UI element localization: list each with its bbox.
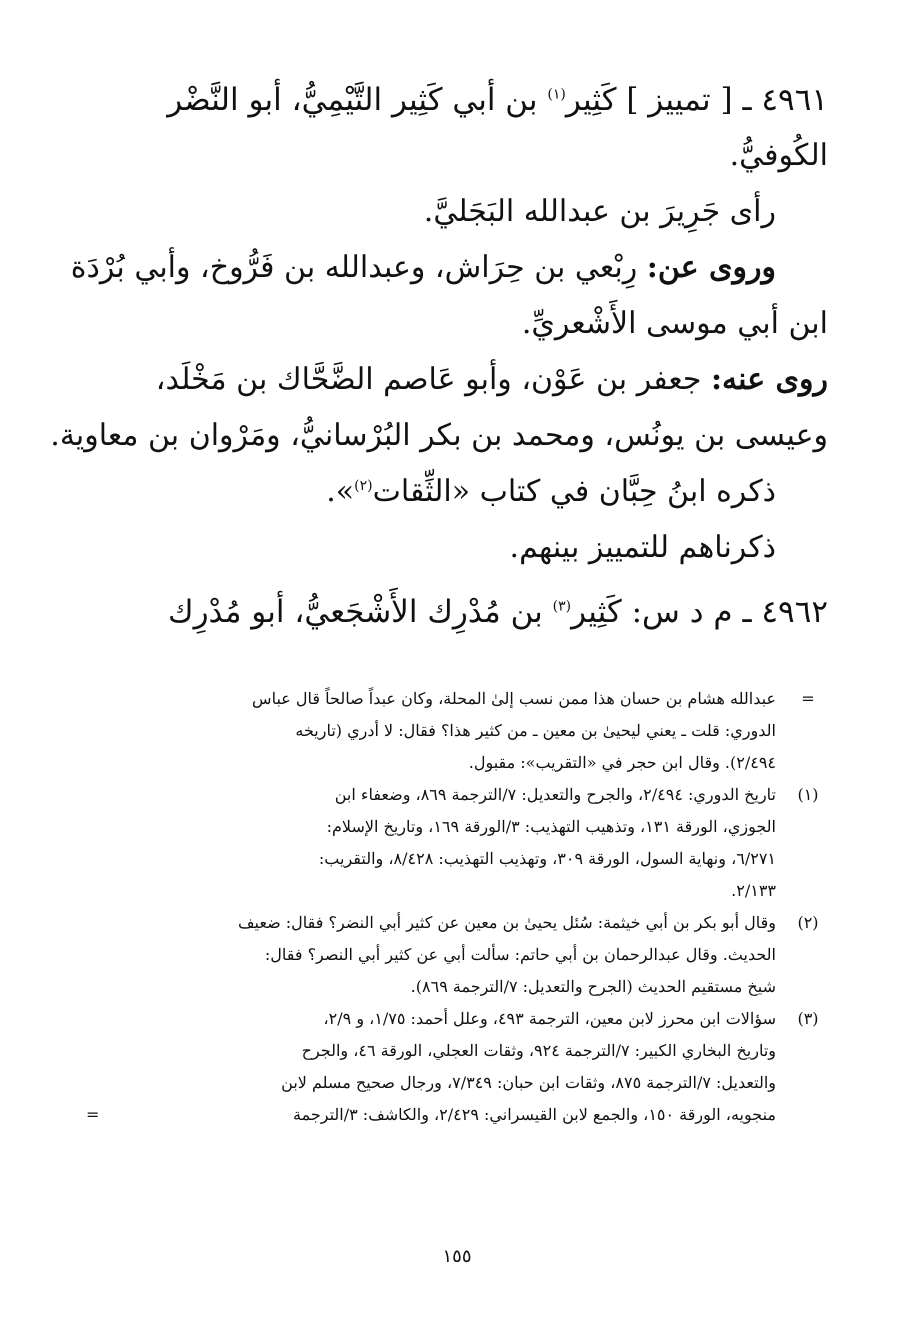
entry-number: ٤٩٦١ [761,82,828,118]
footnote-line: ٢/٤٩٤). وقال ابن حجر في «التقريب»: مقبول. [468,753,776,772]
entry-name: كَثِير [565,82,617,118]
footnote-ref-1[interactable]: (١) [547,86,566,103]
footnote-line: تاريخ الدوري: ٢/٤٩٤، والجرح والتعديل: ٧/الترجمة ٨٦٩، وضعفاء ابن [334,785,776,804]
footnote-marker: (٢) [797,913,819,932]
footnote-ref-3[interactable]: (٣) [552,598,572,615]
entry-4961-line-1 [118,72,828,128]
footnote-line: عبدالله هشام بن حسان هذا ممن نسب إلىٰ المحلة، وكان عبداً صالحاً قال عباس [252,689,776,708]
entry-tag: [ تمييز ] [626,82,733,118]
entry-tag: م د س: [631,594,733,630]
narrated-from-text: رِبْعي بن حِرَاش، وعبدالله بن فَرُّوخ، وأبي بُرْدَة [70,250,638,285]
footnote-line: ٦/٢٧١، ونهاية السول، الورقة ٣٠٩، وتهذيب التهذيب: ٨/٤٢٨، والتقريب: [318,849,776,868]
narrated-by-label: روى عنه: [710,362,828,397]
footnote-ref-2[interactable]: (٢) [354,478,373,494]
footnote-line: ٢/١٣٣. [731,881,776,900]
entry-4961-line-2: الكُوفيُّ. [729,138,828,173]
entry-name-rest: بن أبي كَثِير التَّيْمِيُّ، أبو النَّضْر [167,82,538,118]
saw-paragraph: رأى جَرِيرَ بن عبدالله البَجَليَّ. [423,194,776,229]
entry-number: ٤٩٦٢ [761,594,828,630]
footnote-line: سؤالات ابن محرز لابن معين، الترجمة ٤٩٣، وعلل أحمد: ١/٧٥، و ٢/٩، [323,1009,776,1028]
continued-marker: = [86,1105,100,1124]
main-text [50,72,828,640]
footnote-line: وتاريخ البخاري الكبير: ٧/الترجمة ٩٢٤، وثقات العجلي، الورقة ٤٦، والجرح [301,1041,776,1060]
footnote-line: شيخ مستقيم الحديث (الجرح والتعديل: ٧/الترجمة ٨٦٩). [410,977,776,996]
footnote-line: وقال أبو بكر بن أبي خيثمة: سُئل يحيىٰ بن معين عن كثير أبي النضر؟ فقال: ضعيف [237,913,776,932]
entry-dash: ـ [742,594,752,630]
entry-dash: ـ [742,82,752,118]
footnote-marker: (٣) [797,1009,819,1028]
narrated-from-line-1 [70,240,828,296]
ibn-hibban-paragraph [118,464,828,520]
footnote-marker: (١) [797,785,819,804]
page-number: ١٥٥ [442,1246,472,1267]
narrated-by-text: جعفر بن عَوْن، وأبو عَاصم الضَّحَّاك بن مَخْلَد، [155,362,702,397]
narrated-from-label: وروى عن: [646,250,776,285]
ibn-hibban-close: ». [326,474,355,509]
narrated-from-line-2: ابن أبي موسى الأَشْعريِّ. [521,306,828,341]
footnote-line: والتعديل: ٧/الترجمة ٨٧٥، وثقات ابن حبان: ٧/٣٤٩، ورجال صحيح مسلم لابن [281,1073,776,1092]
footnote-3 [86,1003,828,1131]
narrated-by-line-2: وعيسى بن يونُس، ومحمد بن بكر البُرْسانيُّ، ومَرْوان بن معاوية. [50,418,828,453]
footnote-line: منجويه، الورقة ١٥٠، والجمع لابن القيسراني: ٢/٤٢٩، والكاشف: ٣/الترجمة [293,1105,776,1124]
footnote-1 [92,779,828,907]
entry-name: كَثِير [571,594,622,630]
entry-4962-line-1 [118,584,828,640]
footnote-line: الحديث. وقال عبدالرحمان بن أبي حاتم: سألت أبي عن كثير أبي النصر؟ فقال: [264,945,776,964]
footnote-line: الجوزي، الورقة ١٣١، وتذهيب التهذيب: ٣/الورقة ١٦٩، وتاريخ الإسلام: [326,817,776,836]
narrated-by-line-1 [118,352,828,408]
footnote-2 [92,907,828,1003]
entry-name-rest: بن مُدْرِك الأَشْجَعيُّ، أبو مُدْرِك [168,594,543,630]
ibn-hibban-text: ذكره ابنُ حِبَّان في كتاب «الثِّقات [372,474,776,509]
footnote-continuation [92,683,828,779]
continuation-marker: = [801,689,815,708]
distinction-paragraph: ذكرناهم للتمييز بينهم. [509,530,776,565]
footnote-line: الدوري: قلت ـ يعني ليحيىٰ بن معين ـ من كثير هذا؟ فقال: لا أدري (تاريخه [295,721,776,740]
footnotes-section [86,683,828,1131]
